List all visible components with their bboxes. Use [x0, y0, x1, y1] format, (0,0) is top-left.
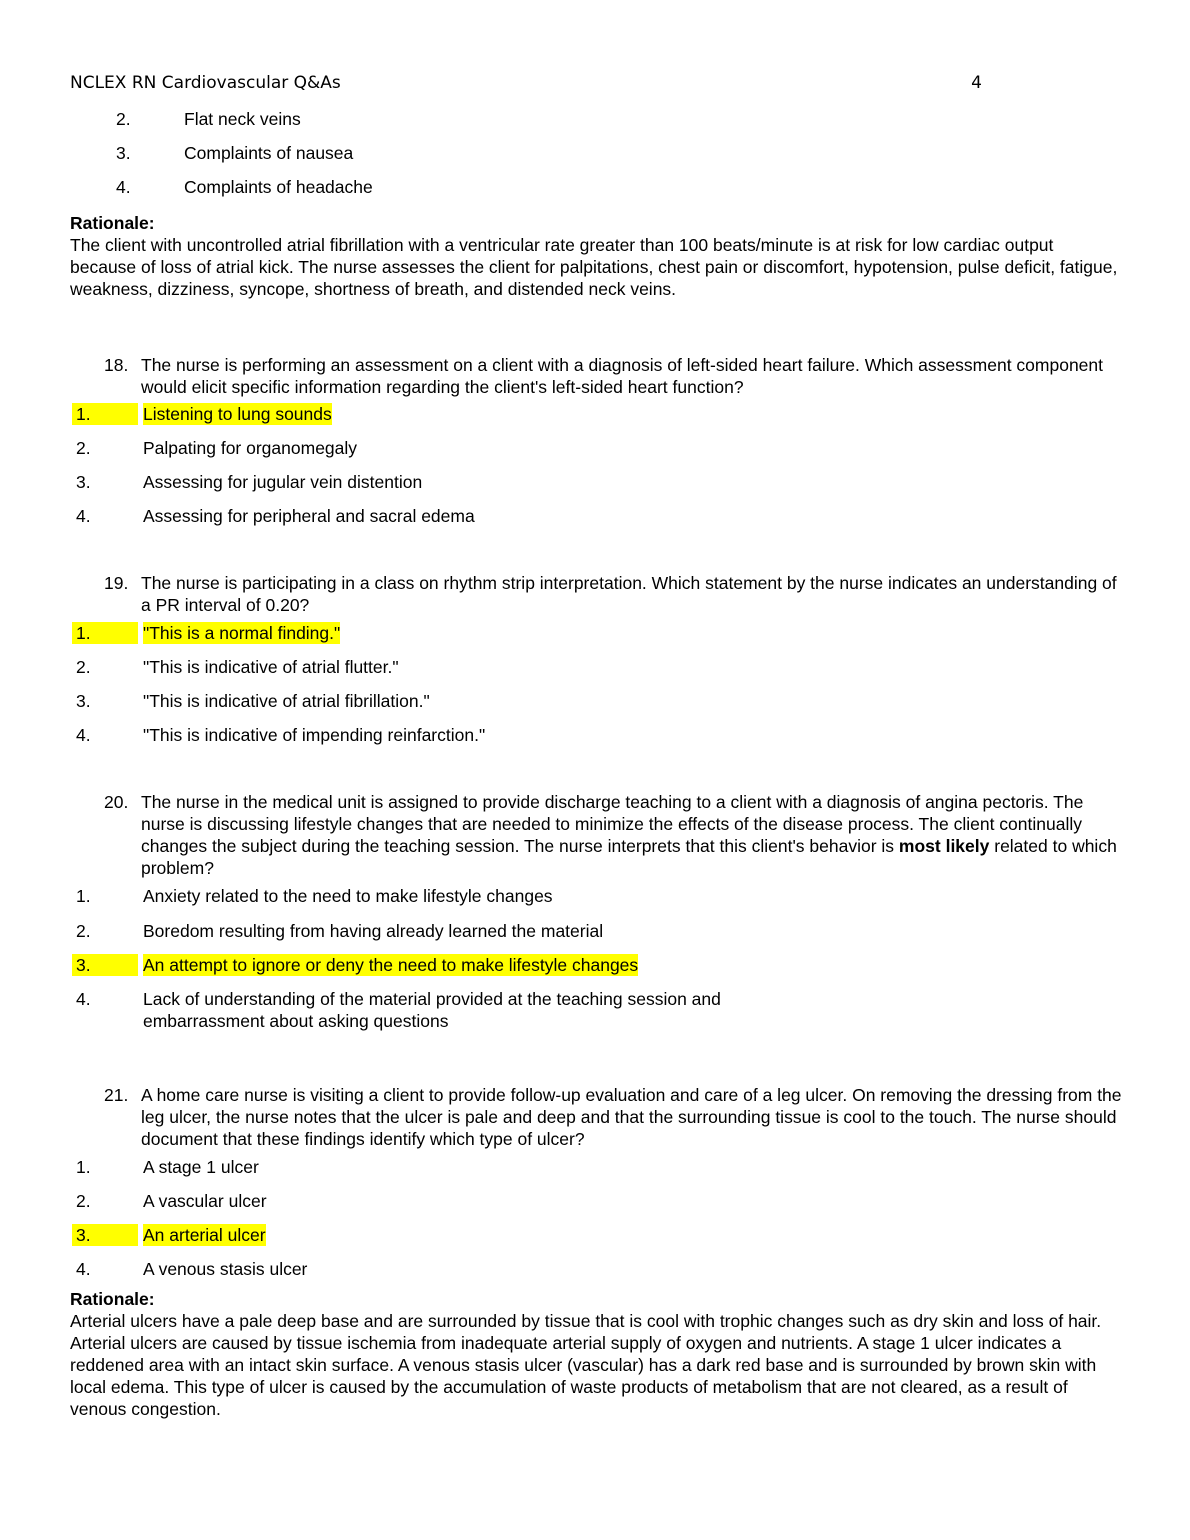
option-number: 3. — [72, 1224, 138, 1246]
question-text: A home care nurse is visiting a client to provide follow-up evaluation and care of a leg ulcer. On removing the dressing from the leg ulcer, the nurse notes that the ulcer is pale and deep and that the surrounding tissue is cool to the touch. The nurse should document that these findings identify which type of ulcer? — [141, 1085, 1122, 1149]
option-number: 3. — [76, 691, 91, 711]
option-text: Flat neck veins — [184, 109, 301, 129]
option-text: Anxiety related to the need to make lifestyle changes — [143, 886, 553, 906]
question-text-part: related to which problem? — [141, 836, 1117, 878]
option-number: 3. — [116, 143, 131, 163]
option-text-correct: Listening to lung sounds — [143, 404, 332, 424]
question-number: 21. — [104, 1085, 129, 1105]
option-number: 4. — [116, 177, 131, 197]
option-text: Assessing for peripheral and sacral edema — [143, 506, 475, 526]
option-text: Lack of understanding of the material provided at the teaching session and — [143, 989, 721, 1009]
question-19 — [104, 572, 1124, 616]
rationale-label: Rationale: — [70, 1289, 155, 1309]
rationale-text: The client with uncontrolled atrial fibrillation with a ventricular rate greater than 100 beats/minute is at risk for low cardiac output because of loss of atrial kick. The nurse assesses the client for palpitations, chest pain or discomfort, hypotension, pulse deficit, fatigue, weakness, dizziness, syncope, shortness of breath, and distended neck veins. — [70, 235, 1118, 299]
option-text: A stage 1 ulcer — [143, 1157, 259, 1177]
option-text: Palpating for organomegaly — [143, 438, 358, 458]
option-text: Complaints of nausea — [184, 143, 354, 163]
option-text: "This is indicative of atrial flutter." — [143, 657, 399, 677]
page-number: 4 — [971, 73, 982, 93]
option-text: Assessing for jugular vein distention — [143, 472, 423, 492]
question-21 — [104, 1084, 1124, 1150]
question-18 — [104, 354, 1124, 398]
option-text-correct: "This is a normal finding." — [143, 623, 341, 643]
option-number: 4. — [76, 506, 91, 526]
option-number: 4. — [76, 725, 91, 745]
option-number: 2. — [76, 657, 91, 677]
option-text: Complaints of headache — [184, 177, 373, 197]
q17-rationale — [70, 212, 1120, 300]
q21-rationale — [70, 1288, 1120, 1420]
option-text: "This is indicative of impending reinfarction." — [143, 725, 486, 745]
option-text-continued: embarrassment about asking questions — [143, 1011, 449, 1031]
option-text: A venous stasis ulcer — [143, 1259, 308, 1279]
option-text-correct: An attempt to ignore or deny the need to make lifestyle changes — [143, 955, 639, 975]
question-text: The nurse is participating in a class on rhythm strip interpretation. Which statement by the nurse indicates an understanding of a PR interval of 0.20? — [141, 573, 1117, 615]
question-emphasis: most likely — [898, 836, 990, 856]
option-number: 2. — [116, 109, 131, 129]
option-text: A vascular ulcer — [143, 1191, 267, 1211]
option-number: 3. — [76, 472, 91, 492]
question-text-part: The nurse in the medical unit is assigned to provide discharge teaching to a client with a diagnosis of angina pectoris. The nurse is discussing lifestyle changes that are needed to minimize the effects of the disease process. The client continually changes the subject during the teaching session. The nurse interprets that this client's behavior is — [141, 792, 1084, 856]
question-number: 19. — [104, 573, 129, 593]
question-number: 20. — [104, 792, 129, 812]
option-number: 2. — [76, 1191, 91, 1211]
option-number: 2. — [76, 921, 91, 941]
question-text: The nurse is performing an assessment on a client with a diagnosis of left-sided heart failure. Which assessment component would elicit specific information regarding the client's left-sided heart function? — [141, 355, 1104, 397]
rationale-label: Rationale: — [70, 213, 155, 233]
option-number: 2. — [76, 438, 91, 458]
option-text: Boredom resulting from having already learned the material — [143, 921, 604, 941]
rationale-text: Arterial ulcers have a pale deep base and are surrounded by tissue that is cool with trophic changes such as dry skin and loss of hair. Arterial ulcers are caused by tissue ischemia from inadequate arterial supply of oxygen and nutrients. A stage 1 ulcer indicates a reddened area with an intact skin surface. A venous stasis ulcer (vascular) has a dark red base and is surrounded by brown skin with local edema. This type of ulcer is caused by the accumulation of waste products of metabolism that are not cleared, as a result of venous congestion. — [70, 1311, 1102, 1419]
page-header — [70, 73, 982, 93]
option-number: 1. — [76, 1157, 91, 1177]
question-20 — [104, 791, 1124, 879]
option-number: 1. — [72, 622, 138, 644]
option-text-correct: An arterial ulcer — [143, 1225, 266, 1245]
option-number: 1. — [76, 886, 91, 906]
option-text: "This is indicative of atrial fibrillation." — [143, 691, 430, 711]
option-number: 3. — [72, 954, 138, 976]
option-number: 1. — [72, 403, 138, 425]
question-number: 18. — [104, 355, 129, 375]
option-number: 4. — [76, 989, 91, 1009]
question-text — [141, 791, 1124, 879]
document-title: NCLEX RN Cardiovascular Q&As — [70, 73, 341, 93]
option-number: 4. — [76, 1259, 91, 1279]
